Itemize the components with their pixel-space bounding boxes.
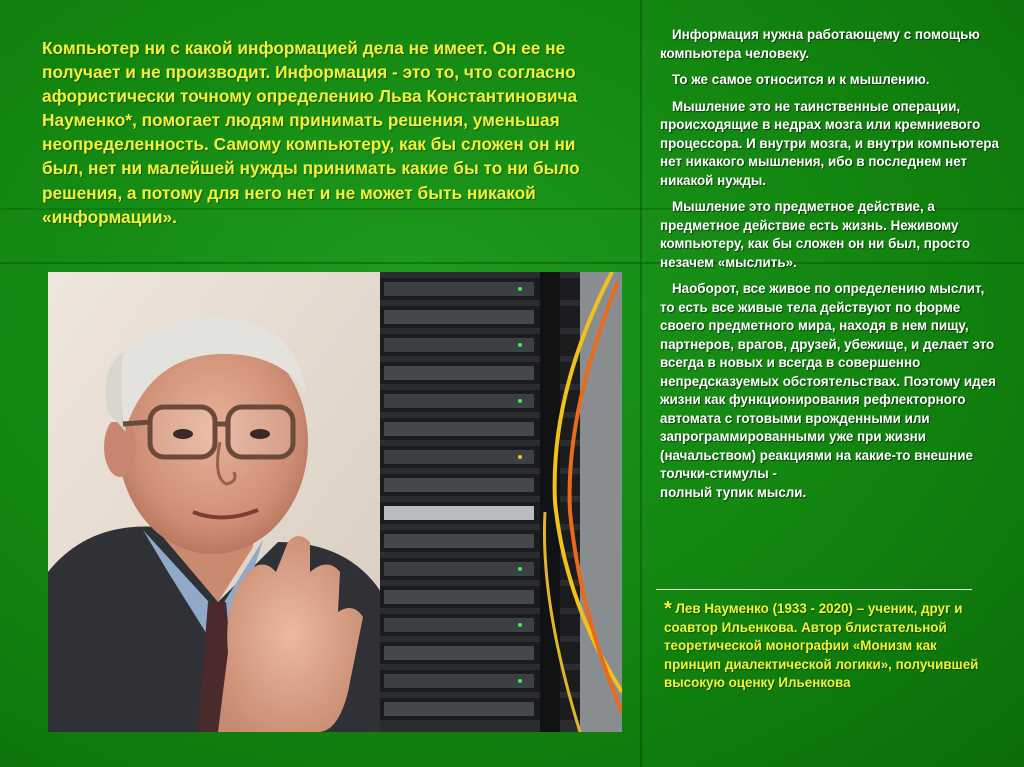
paragraph: Мышление это не таинственные операции, происходящие в недрах мозга или кремниевого процессора. И внутри мозга, и внутри компьютера нет никакого мышления, ибо в последнем нет никакой нужды. [660, 98, 999, 188]
paragraph: Наоборот, все живое по определению мыслит, то есть все живые тела действуют по форме своего предметного мира, находя в нем пищу, партнеров, врагов, друзей, убежище, и делает это всегда в новых и всегда в совершенно непредсказуемых обстоятельствах. Поэтому идея жизни как функционирования рефлекторного автомата с готовыми врожденными или запрограммированными уже при жизни (начальством) реакциями на какие-то внешние толчки-стимулы - [660, 281, 996, 481]
paragraph: Мышление это предметное действие, а предметное действие есть жизнь. Неживому компьютеру, как бы сложен он ни был, просто незачем «мыслить». [660, 199, 971, 270]
footnote-marker: * [664, 598, 672, 620]
main-text: Компьютер ни с какой информацией дела не имеет. Он ее не получает и не производит. Информация - это то, что согласно афористически точному определению Льва Константиновича Науменко*, помогает людям принимать решения, уменьшая неопределенность. Самому компьютеру, как бы сложен он ни был, нет ни малейшей нужды принимать какие бы то ни было решения, а потому для него нет и не может быть никакой «информации». [42, 38, 580, 227]
right-column-text [660, 26, 1000, 502]
footnote [664, 600, 994, 693]
paragraph: Информация нужна работающему с помощью компьютера человеку. [660, 27, 980, 61]
footnote-text: Лев Науменко (1933 - 2020) – ученик, друг и соавтор Ильенкова. Автор блистательной теоретической монографии «Монизм как принцип диалектической логики», получившей высокую оценку Ильенкова [664, 601, 979, 691]
decorative-line [640, 0, 642, 767]
paragraph: полный тупик мысли. [660, 484, 807, 500]
divider [656, 589, 972, 590]
server-rack-photo [380, 272, 622, 732]
portrait-photo [48, 272, 381, 732]
paragraph: То же самое относится и к мышлению. [672, 72, 930, 87]
server-rack-illustration [380, 272, 622, 732]
portrait-illustration [48, 272, 381, 732]
